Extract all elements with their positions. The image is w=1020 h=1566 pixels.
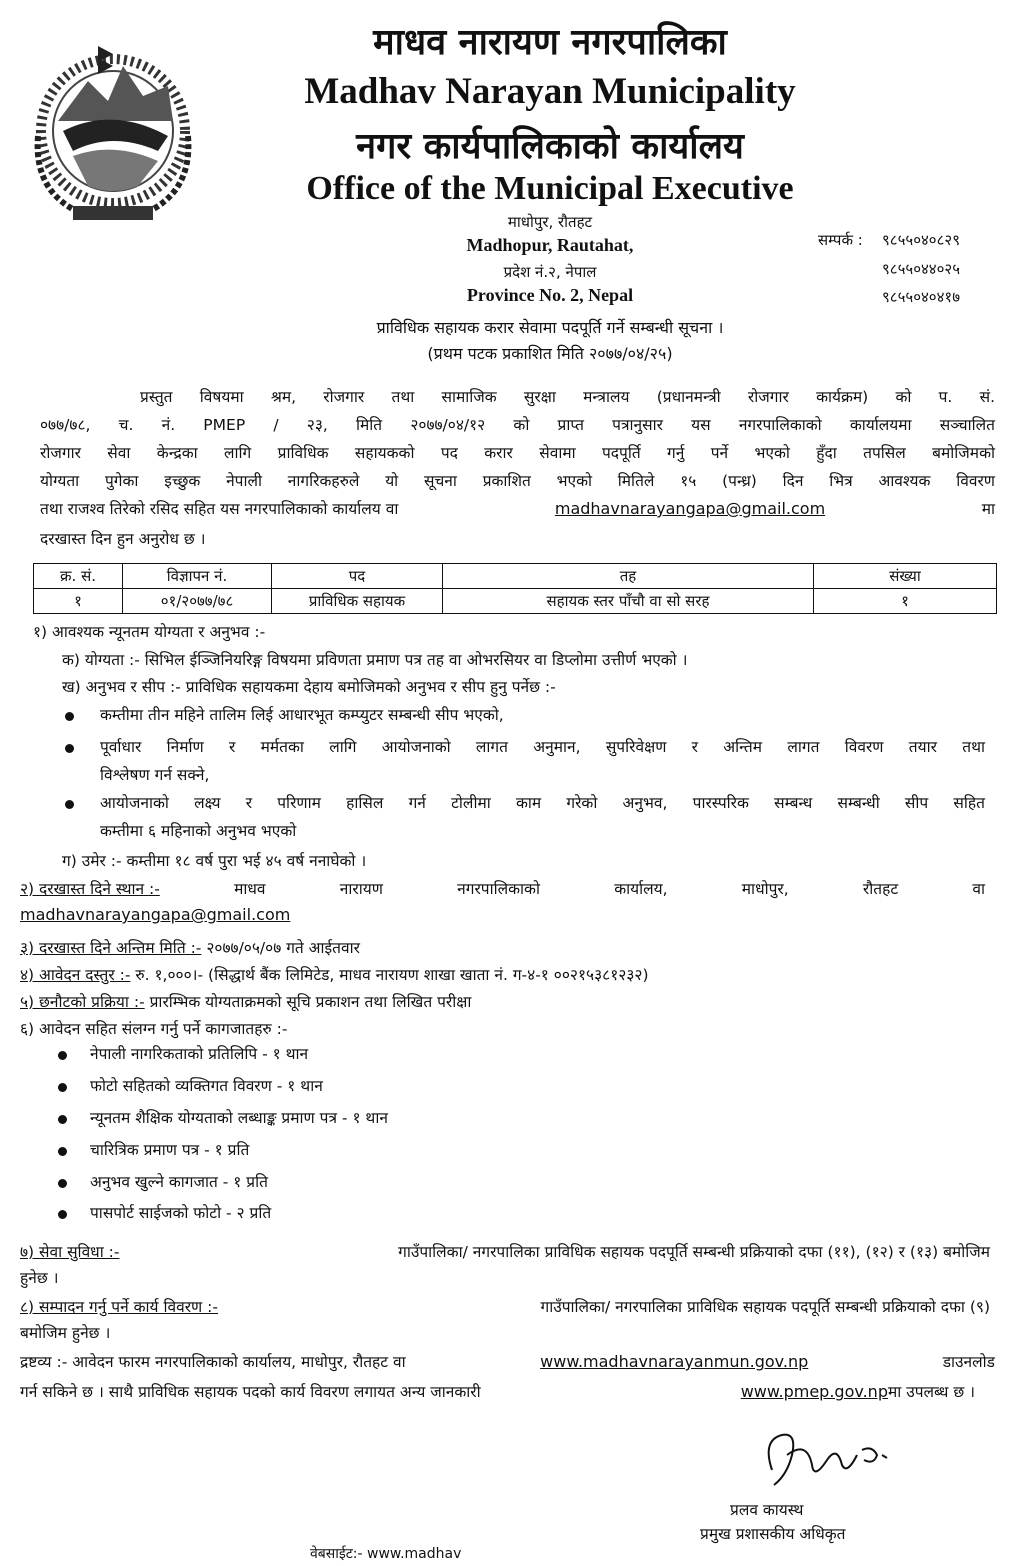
list-item: नेपाली नागरिकताको प्रतिलिपि - १ थान [90,1045,309,1063]
intro-line [40,497,995,521]
contact-number: ९८५५०४०४१७ [882,288,961,306]
province-en: Province No. 2, Nepal [466,285,634,305]
signatory-name: प्रलव कायस्थ [730,1501,804,1519]
signature-image [752,1420,902,1500]
table-cell: ०१/२०७७/७८ [123,589,272,614]
contact-number: ९८५५०४४०२५ [882,260,961,278]
note-text-part: मा उपलब्ध छ । [887,1383,975,1401]
note-line [20,1350,995,1374]
signatory-designation: प्रमुख प्रशासकीय अधिकृत [700,1525,846,1543]
intro-line: योग्यता पुगेका इच्छुक नेपाली नागरिकहरुले यो सूचना प्रकाशित भएको मितिले १५ (पन्ध्र) दिन भित्र आवश्यक विवरण [40,472,995,490]
municipality-title-en: Madhav Narayan Municipality [304,71,796,112]
office-title-np: नगर कार्यपालिकाको कार्यालय [356,126,744,167]
section-label: ५) छनौटको प्रक्रिया :- [20,993,145,1011]
list-item: न्यूनतम शैक्षिक योग्यताको लब्धाङ्क प्रमाण पत्र - १ थान [90,1109,388,1127]
selection-line [20,990,471,1014]
table-header: संख्या [814,564,997,589]
address-np: माधोपुर, रौतहट [507,213,593,231]
selection-value: प्रारम्भिक योग्यताक्रमको सूचि प्रकाशन तथा लिखित परीक्षा [149,993,472,1011]
intro-line: दरखास्त दिन हुन अनुरोध छ । [40,530,206,548]
bullet-icon [58,1179,67,1188]
section-label: ८) सम्पादन गर्नु पर्ने कार्य विवरण :- [20,1298,218,1316]
footer-website: वेबसाईट:- www.madhav [310,1546,462,1562]
section-label: २) दरखास्त दिने स्थान :- [20,880,160,898]
word: नगरपालिकाको [457,880,540,898]
table-header: क्र. सं. [34,564,123,589]
table-cell: सहायक स्तर पाँचौ वा सो सरह [443,589,814,614]
list-item: आयोजनाको लक्ष्य र परिणाम हासिल गर्न टोलीमा काम गरेको अनुभव, पारस्परिक सम्बन्ध सम्बन्धी सीप सहित [100,794,985,812]
table-header: विज्ञापन नं. [123,564,272,589]
website-link[interactable]: www.madhavnarayanmun.gov.np [540,1352,809,1371]
deadline-value: २०७७/०५/०७ गते आईतवार [206,939,360,957]
duties-line [20,1295,990,1319]
contact-label: सम्पर्क : [818,231,863,249]
note-text: डाउनलोड [942,1353,995,1371]
bullet-icon [58,1147,67,1156]
province-np: प्रदेश नं.२, नेपाल [503,263,597,281]
bullet-icon [58,1210,67,1219]
age-line: ग) उमेर :- कम्तीमा १८ वर्ष पुरा भई ४५ वर्ष ननाघेको । [62,852,367,870]
list-item: कम्तीमा तीन महिने तालिम लिई आधारभूत कम्प्युटर सम्बन्धी सीप भएको, [100,706,504,724]
municipality-title-np: माधव नारायण नगरपालिका [373,22,727,63]
note-text-part: आवेदन फारम नगरपालिकाको कार्यालय, माधोपुर, रौतहट वा [72,1353,406,1371]
office-title-en: Office of the Municipal Executive [306,170,794,207]
deadline-line [20,936,360,960]
facilities-line: हुनेछ । [20,1269,59,1287]
table-header: पद [272,564,443,589]
table-header-row [34,564,997,589]
word: माधोपुर, [741,880,789,898]
application-place [20,877,985,901]
intro-line: रोजगार सेवा केन्द्रका लागि प्राविधिक सहायकको पद करार सेवामा पदपूर्ति गर्नु पर्ने भएको हुँदा तपसिल बमोजिमको [40,444,995,462]
vacancy-table [33,563,997,614]
word: कार्यालय, [614,880,668,898]
duties-line: बमोजिम हुनेछ । [20,1324,111,1342]
intro-line: ०७७/७८, च. नं. PMEP / २३, मिति २०७७/०४/१२ को प्राप्त पत्रानुसार यस नगरपालिकाको कार्यालयमा सञ्चालित [40,416,995,434]
section-heading: ६) आवेदन सहित संलग्न गर्नु पर्ने कागजातहरु :- [20,1020,288,1038]
intro-text: तथा राजश्व तिरेको रसिद सहित यस नगरपालिकाको कार्यालय वा [40,500,399,518]
experience-line: ख) अनुभव र सीप :- प्राविधिक सहायकमा देहाय बमोजिमको अनुभव र सीप हुनु पर्नेछ :- [62,678,556,696]
section-heading: १) आवश्यक न्यूनतम योग्यता र अनुभव :- [33,623,266,641]
fee-value: रु. १,०००।- (सिद्धार्थ बैंक लिमिटेड, माधव नारायण शाखा खाता नं. ग-४-१ ००२१५३८१२३२) [135,966,649,984]
bullet-icon [58,1051,67,1060]
word: माधव [234,880,266,898]
bullet-icon [65,712,74,721]
bullet-icon [58,1083,67,1092]
duties-text: गाउँपालिका/ नगरपालिका प्राविधिक सहायक पदपूर्ति सम्बन्धी प्रक्रियाको दफा (९) [540,1298,990,1316]
note-text: गर्न सकिने छ । साथै प्राविधिक सहायक पदको कार्य विवरण लगायत अन्य जानकारी [20,1383,481,1401]
word: नारायण [339,880,383,898]
website-link[interactable]: www.pmep.gov.np [740,1382,888,1401]
section-label: ४) आवेदन दस्तुर :- [20,966,131,984]
fee-line [20,963,649,987]
table-cell: प्राविधिक सहायक [272,589,443,614]
word: वा [972,880,985,898]
table-header: तह [443,564,814,589]
intro-text: मा [981,500,995,518]
email-link[interactable]: madhavnarayangapa@gmail.com [20,905,291,924]
note-line [20,1380,975,1404]
list-item: अनुभव खुल्ने कागजात - १ प्रति [90,1173,268,1191]
contact-number: ९८५५०४०८२९ [882,231,961,249]
note-text [20,1350,406,1374]
note-text [741,1380,975,1404]
section-label: ७) सेवा सुविधा :- [20,1243,120,1261]
bullet-icon [65,744,74,753]
notice-title: प्राविधिक सहायक करार सेवामा पदपूर्ति गर्ने सम्बन्धी सूचना । [376,318,724,337]
bullet-icon [58,1115,67,1124]
note-label: द्रष्टव्य :- [20,1353,68,1371]
qualification-line: क) योग्यता :- सिभिल ईञ्जिनियरिङ्ग विषयमा प्रविणता प्रमाण पत्र तह वा ओभरसियर वा डिप्लोमा उत्तीर्ण भएको । [62,651,688,669]
list-item: विश्लेषण गर्न सक्ने, [100,766,210,784]
table-cell: १ [34,589,123,614]
facilities-text: गाउँपालिका/ नगरपालिका प्राविधिक सहायक पदपूर्ति सम्बन्धी प्रक्रियाको दफा (११), (१२) र (१३) बमोजिम [398,1243,990,1261]
address-en: Madhopur, Rautahat, [466,235,634,255]
table-cell: १ [814,589,997,614]
word: रौतहट [862,880,899,898]
list-item: कम्तीमा ६ महिनाको अनुभव भएको [100,822,297,840]
list-item: फोटो सहितको व्यक्तिगत विवरण - १ थान [90,1077,323,1095]
intro-line: प्रस्तुत विषयमा श्रम, रोजगार तथा सामाजिक सुरक्षा मन्त्रालय (प्रधानमन्त्री रोजगार कार्यक्रम) को प. सं. [140,388,995,406]
notice-subtitle: (प्रथम पटक प्रकाशित मिति २०७७/०४/२५) [427,344,673,363]
list-item: चारित्रिक प्रमाण पत्र - १ प्रति [90,1141,250,1159]
list-item: पासपोर्ट साईजको फोटो - २ प्रति [90,1204,272,1222]
bullet-icon [65,800,74,809]
list-item: पूर्वाधार निर्माण र मर्मतका लागि आयोजनाको लागत अनुमान, सुपरिवेक्षण र अन्तिम लागत विवरण तयार तथा [100,738,985,756]
facilities-line [20,1240,990,1264]
section-label: ३) दरखास्त दिने अन्तिम मिति :- [20,939,202,957]
table-row [34,589,997,614]
email-link[interactable]: madhavnarayangapa@gmail.com [554,499,826,518]
